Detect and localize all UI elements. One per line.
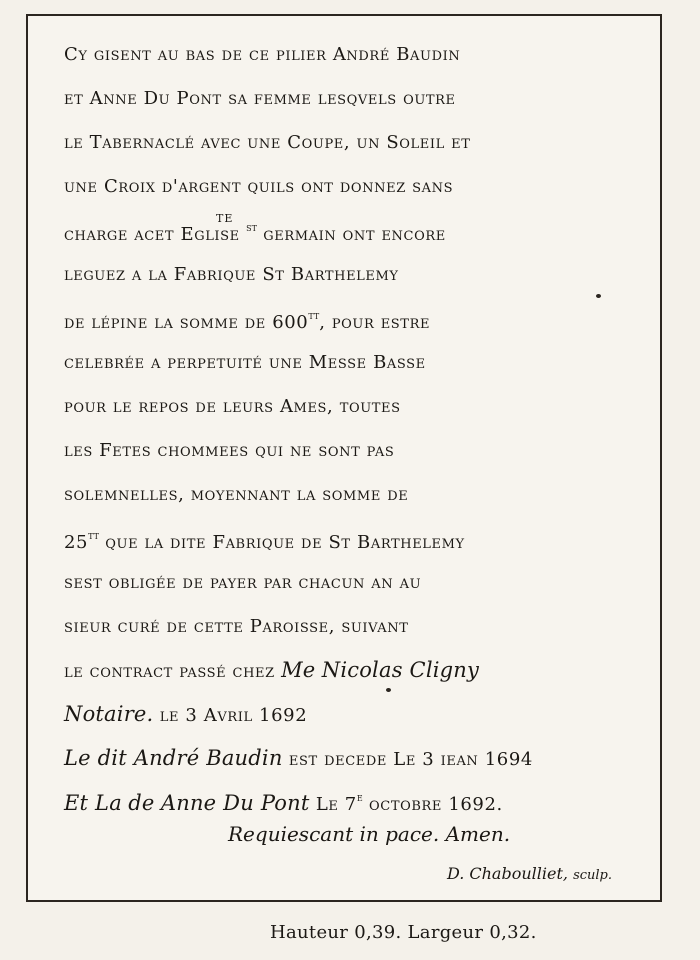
inscription-plaque xyxy=(26,14,662,902)
print-speck xyxy=(386,688,391,692)
inscription-line-2: et Anne Du Pont sa femme lesqvels outre xyxy=(64,88,456,109)
inscription-line-6: leguez a la Fabrique St Barthelemy xyxy=(64,264,399,285)
inscription-line-12: $25^{tt}$ que la dite Fabrique de St Barthelemy xyxy=(64,529,465,553)
inscription-line-4: une Croix d'argent quils ont donnez sans xyxy=(64,176,454,197)
inscription-line-15: le contract passé chez Me Nicolas Cligny xyxy=(64,658,480,682)
inscription-line-8: celebrée a perpetuité une Messe Basse xyxy=(64,352,426,373)
inscription-line-9: pour le repos de leurs Ames, toutes xyxy=(64,396,401,417)
inscription-line-16: Notaire. le 3 Avril 1692 xyxy=(64,702,308,726)
requiescant-line: Requiescant in pace. Amen. xyxy=(228,822,511,846)
inscription-line-1: Cy gisent au bas de ce pilier André Baudin xyxy=(64,44,461,65)
inscription-line-14: sieur curé de cette Paroisse, suivant xyxy=(64,616,409,637)
inscription-line-11: solemnelles, moyennant la somme de xyxy=(64,484,409,505)
inscription-line-17: Le dit André Baudin est decede Le 3 iean 1694 xyxy=(64,746,533,770)
dimensions-caption: Hauteur 0,39. Largeur 0,32. xyxy=(270,922,537,943)
print-speck xyxy=(596,294,601,298)
inscription-line-3: le Tabernaclé avec une Coupe, un Soleil et xyxy=(64,132,471,153)
superscript-te: TE xyxy=(216,212,234,225)
inscription-line-13: sest obligée de payer par chacun an au xyxy=(64,572,422,593)
inscription-line-7: de lépine la somme de $600^{tt}$, pour estre xyxy=(64,309,431,333)
inscription-line-5: charge acet Eglise $^{st}$ germain ont encore xyxy=(64,221,446,245)
inscription-line-18: Et La de Anne Du Pont Le 7e octobre 1692. xyxy=(64,791,503,815)
engraver-credit: D. Chaboulliet, sculp. xyxy=(446,864,612,883)
inscription-line-10: les Fetes chommees qui ne sont pas xyxy=(64,440,395,461)
